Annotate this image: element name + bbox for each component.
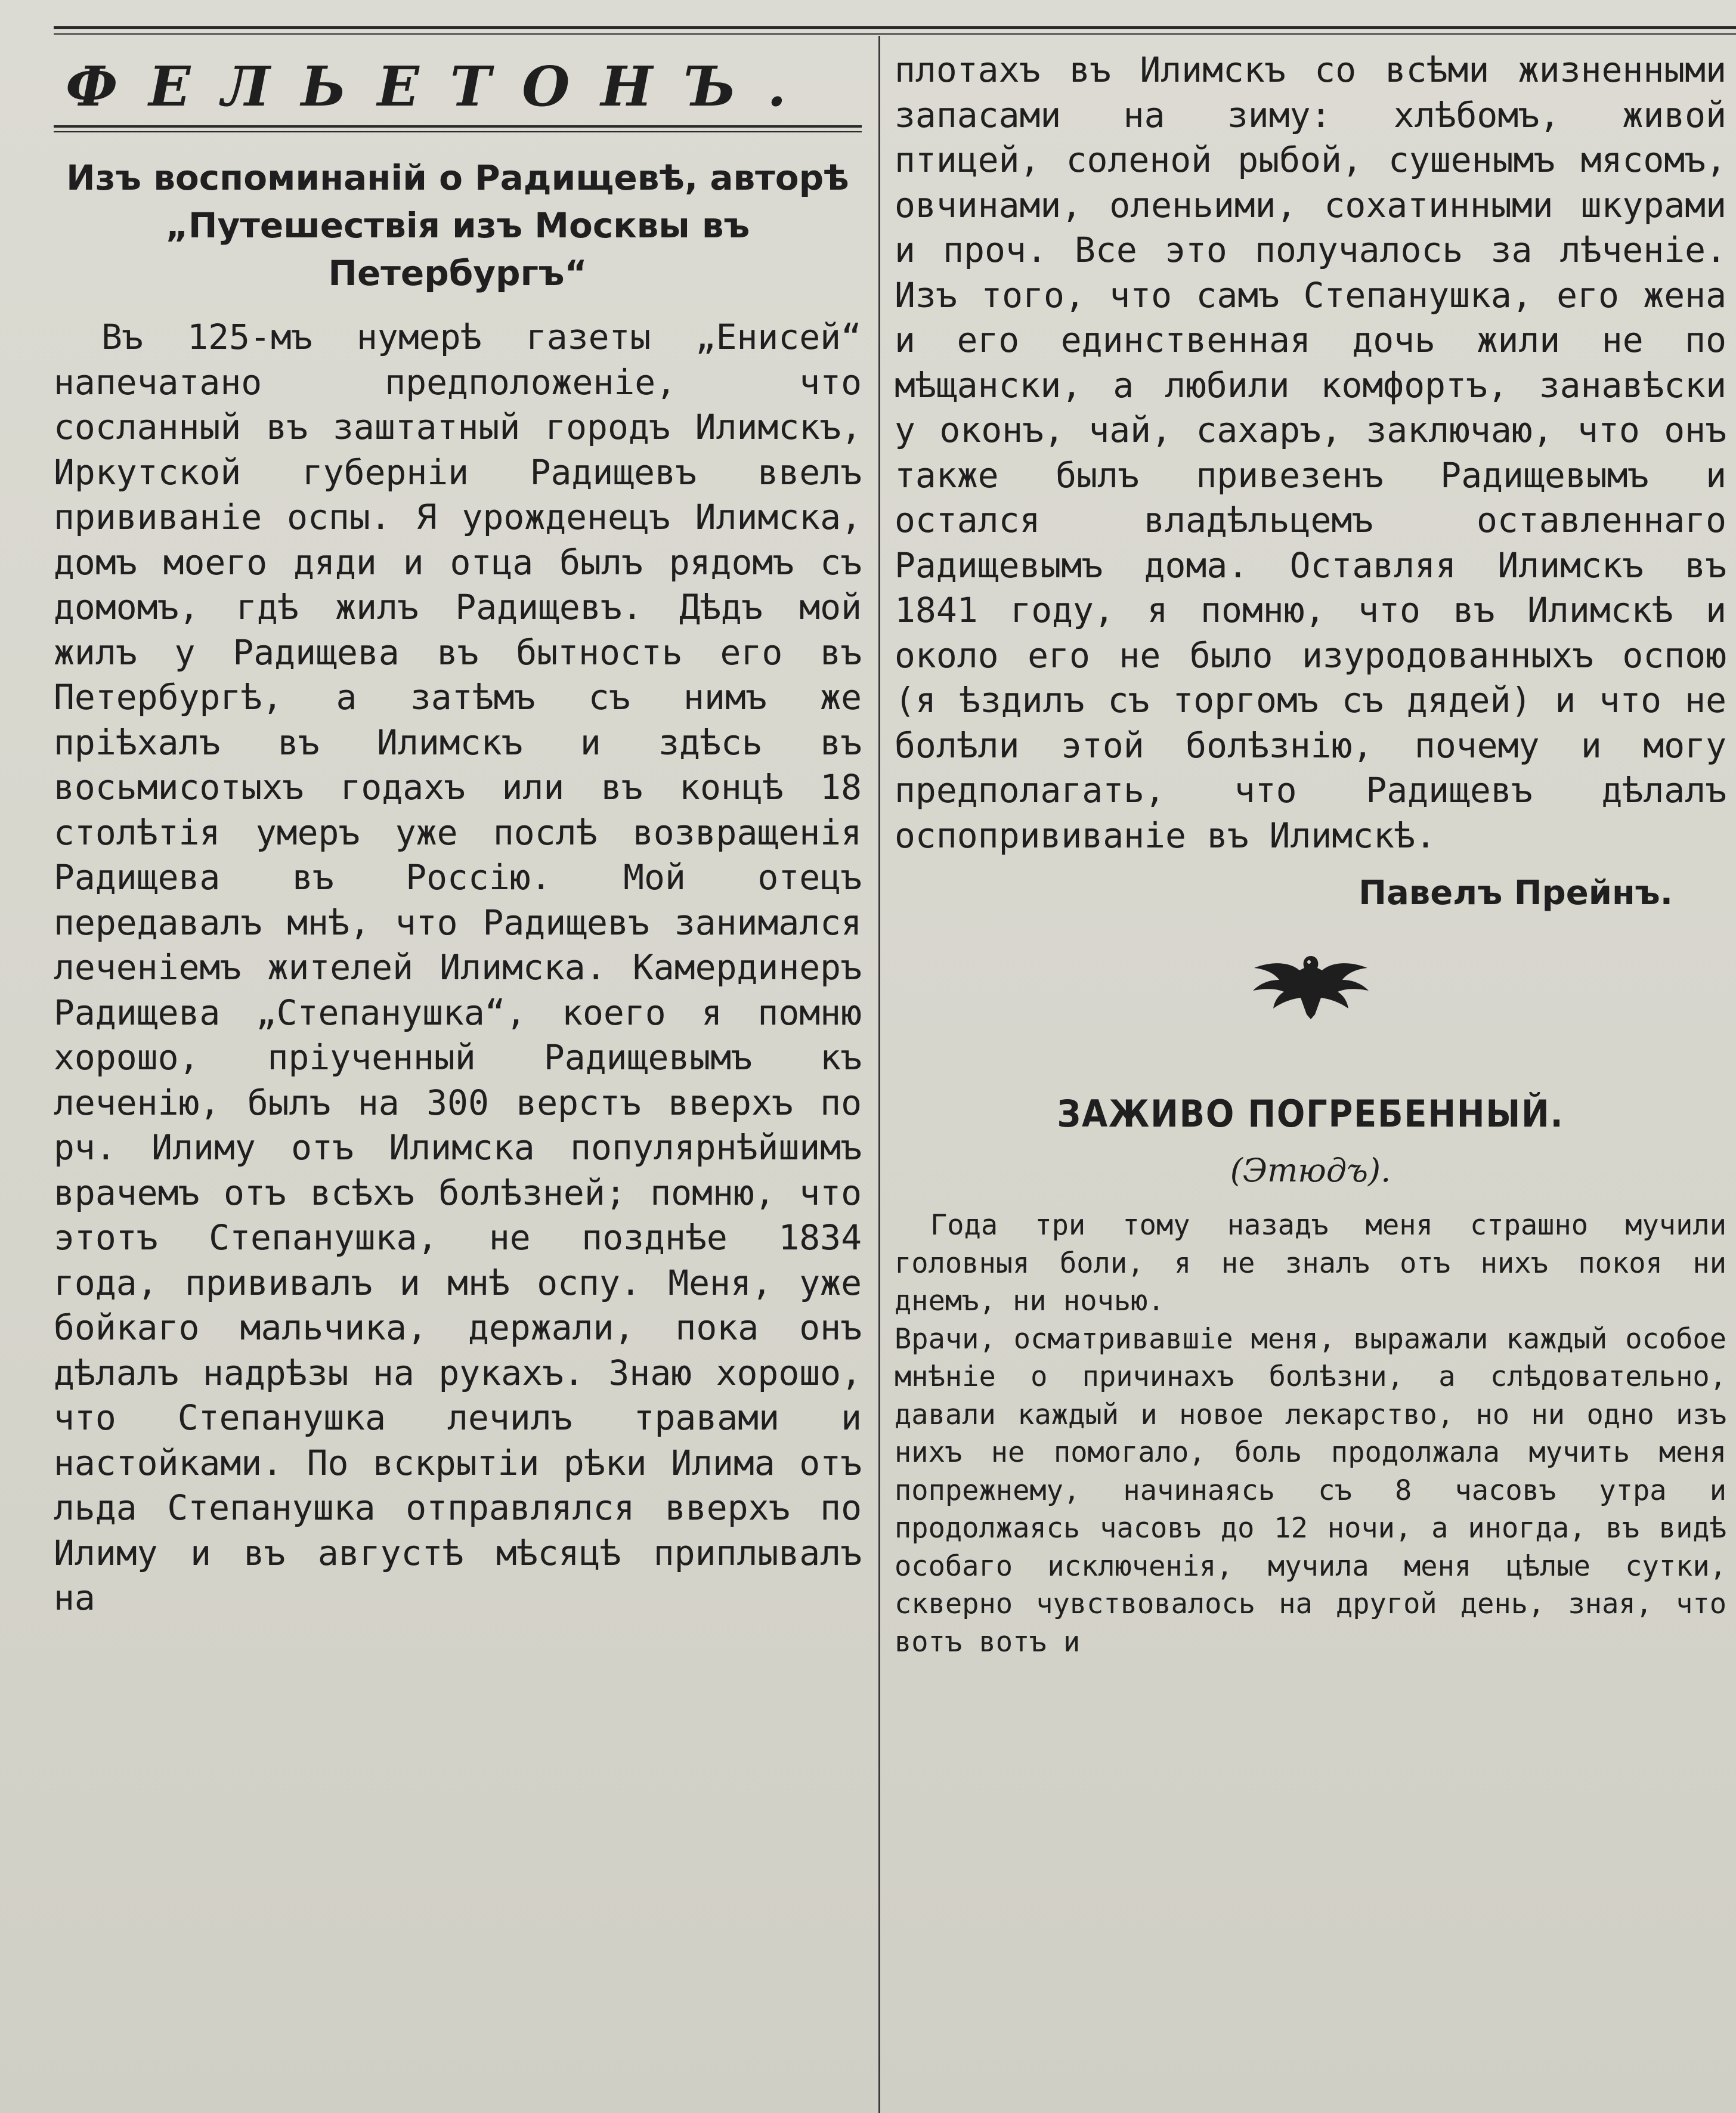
right-column xyxy=(895,48,1726,1661)
heading-rule-thin xyxy=(54,131,862,132)
story-paragraph-2: Врачи, осматривавшіе меня, выражали каждый особое мнѣніе о причинахъ болѣзни, а слѣдовательно, давали каждый и новое лекарство, но ни одно изъ нихъ не помогало, боль продолжала мучить меня попрежнему, начинаясь съ 8 часовъ утра и продолжаясь часовъ до 12 ночи, а иногда, въ видѣ особаго исключенія, мучила меня цѣлые сутки, скверно чувствовалось на другой день, зная, что вотъ вотъ и xyxy=(895,1322,1726,1659)
story-body xyxy=(895,1206,1726,1661)
article-paragraph: Въ 125-мъ нумерѣ газеты „Енисей“ напечатано предположеніе, что сосланный въ заштатный городъ Илимскъ, Иркутской губерніи Радищевъ ввелъ прививаніе оспы. Я урожденецъ Илимска, домъ моего дяди и отца былъ рядомъ съ домомъ, гдѣ жилъ Радищевъ. Дѣдъ мой жилъ у Радищева въ бытность его въ Петербургѣ, а затѣмъ съ нимъ же пріѣхалъ въ Илимскъ и здѣсь въ восьмисотыхъ годахъ или въ концѣ 18 столѣтія умеръ уже послѣ возвращенія Радищева въ Россію. Мой отецъ передавалъ мнѣ, что Радищевъ занимался леченіемъ жителей Илимска. Камердинеръ Радищева „Степанушка“, коего я помню хорошо, пріученный Радищевымъ къ леченію, былъ на 300 верстъ вверхъ по рч. Илиму отъ Илимска популярнѣйшимъ врачемъ отъ всѣхъ болѣзней; помню, что этотъ Степанушка, не позднѣе 1834 года, прививалъ и мнѣ оспу. Меня, уже бойкаго мальчика, держали, пока онъ дѣлалъ надрѣзы на рукахъ. Знаю хорошо, что Степанушка лечилъ травами и настойками. По вскрытіи рѣки Илима отъ льда Степанушка отправлялся вверхъ по Илиму и въ августѣ мѣсяцѣ приплывалъ на xyxy=(54,317,862,1618)
heading-rule xyxy=(54,125,862,128)
story-title: ЗАЖИВО ПОГРЕБЕННЫЙ. xyxy=(1057,1092,1564,1136)
article-body-left xyxy=(54,315,862,1621)
top-rule xyxy=(54,26,1736,29)
left-column xyxy=(54,48,862,1621)
top-rule-thin xyxy=(54,33,1736,35)
article-body-right xyxy=(895,48,1726,858)
article-signature: Павелъ Прейнъ. xyxy=(1359,874,1673,912)
article-title: Изъ воспоминаній о Радищевѣ, авторѣ „Путешествія изъ Москвы въ Петербургъ“ xyxy=(66,157,849,293)
column-divider xyxy=(878,36,880,2113)
eagle-ornament-icon xyxy=(1242,944,1379,1022)
story-subtitle: (Этюдъ). xyxy=(1230,1152,1391,1189)
story-paragraph-1: Года три тому назадъ меня страшно мучили головныя боли, я не зналъ отъ нихъ покоя ни днемъ, ни ночью. xyxy=(895,1209,1726,1317)
section-heading: ФЕЛЬЕТОНЪ. xyxy=(66,54,818,119)
article-continuation: плотахъ въ Илимскъ со всѣми жизненными запасами на зиму: хлѣбомъ, живой птицей, соленой рыбой, сушенымъ мясомъ, овчинами, оленьими, сохатинными шкурами и проч. Все это получалось за лѣченіе. Изъ того, что самъ Степанушка, его жена и его единственная дочь жили не по мѣщански, а любили комфортъ, занавѣски у оконъ, чай, сахаръ, заключаю, что онъ также былъ привезенъ Радищевымъ и остался владѣльцемъ оставленнаго Радищевымъ дома. Оставляя Илимскъ въ 1841 году, я помню, что въ Илимскѣ и около его не было изуродованныхъ оспою (я ѣздилъ съ торгомъ съ дядей) и что не болѣли этой болѣзнію, почему и могу предполагать, что Радищевъ дѣлалъ оспопрививаніе въ Илимскѣ. xyxy=(895,50,1726,856)
